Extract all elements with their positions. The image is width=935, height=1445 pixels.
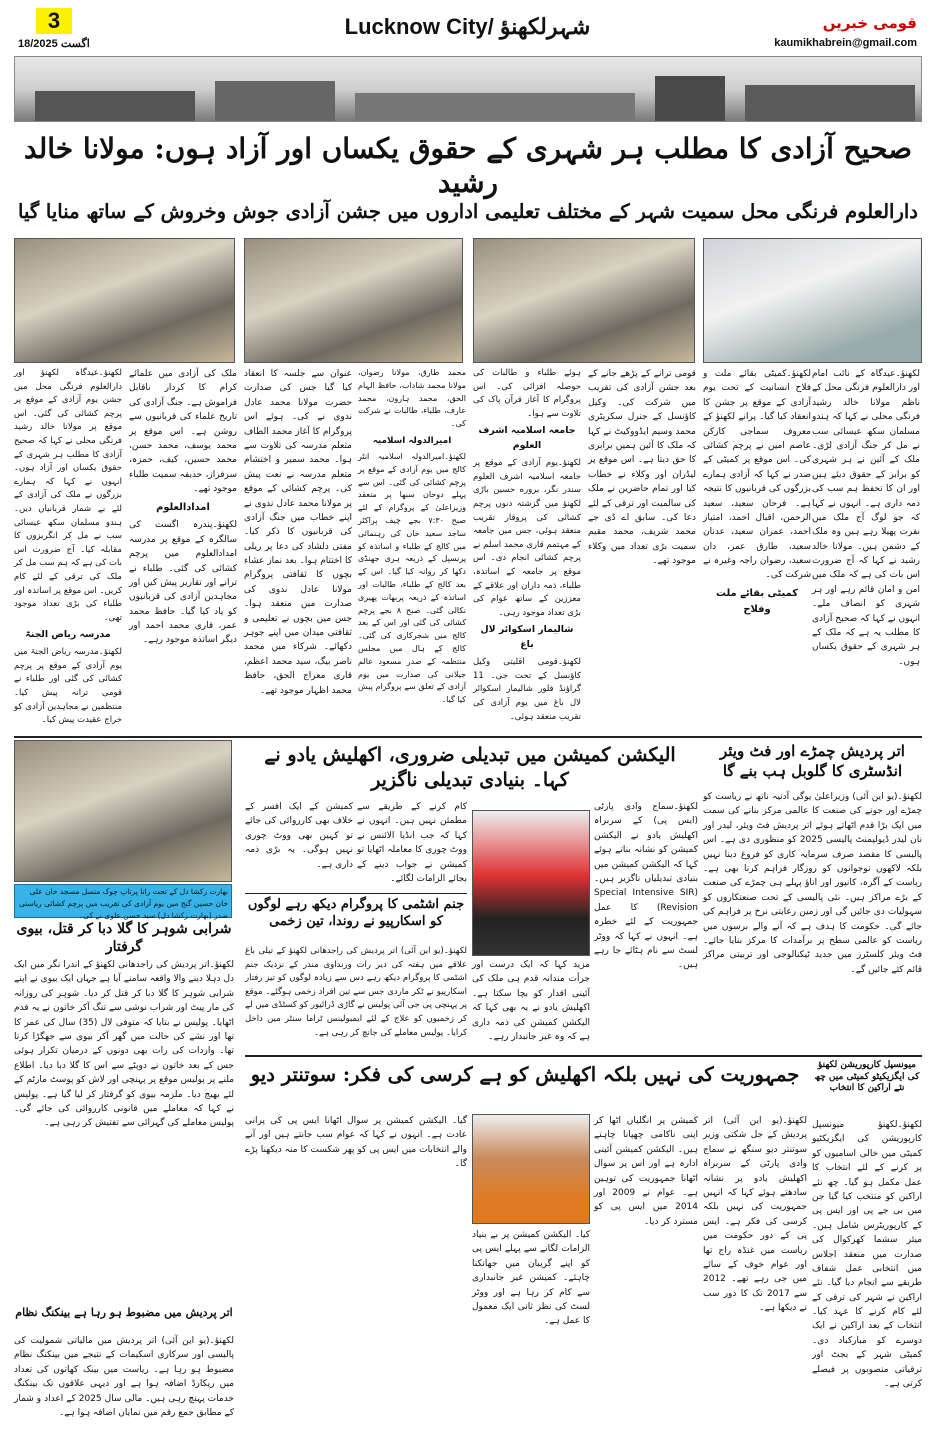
janmashtami-body: لکھنؤ۔(یو این آئی) اتر پردیش کی راجدھانی لکھنؤ کے تیلی باغ علاقے میں ہفتہ کی دیر رات ورنداوی مندر کے نزدیک جنم اشٹمی کا پروگرام دیکھ رہے دس سے زیادہ لوگوں کو تیز رفتار اسکارپیو نے ٹکر ماردی جس سے تین افراد زخمی ہوگئے۔ موقع پر پہنچی پی جی آئی پولیس نے گاڑی ڈرائیور کو کسٹڈی میں لے کر زخمیوں کو علاج کے لئے ایمبولینس ٹراما سنٹر میں داخل کرایا۔ پولیس معاملے کی جانچ کر رہی ہے۔ xyxy=(245,946,467,1038)
contact-email: kaumikhabrein@gmail.com xyxy=(774,37,917,49)
paragraph: لکھنؤ۔قومی اقلیتی وکیل کاؤنسل کے تحت جی۔ 11 گراؤنڈ فلور شالیمار اسکوائر لال باغ میں یوم آزادی کی تقریب منعقد ہوئی۔ xyxy=(473,657,581,722)
subheading: کمیٹی بقائے ملت وفلاح xyxy=(716,587,798,615)
akhilesh-article-column: کمیشن کے ایک افسر کے خلاف بھی کارروائی کی جائے تو کہیں بھی ووٹ چوری نہیں ہوگی۔ یہ بڑی ذمہ داری ہے۔ xyxy=(245,802,353,870)
subheading: مدرسہ ریاض الجنۃ xyxy=(25,629,111,641)
akhilesh-article-column: لکھنؤ۔سماج وادی پارٹی (ایس پی) کے سربراہ اکھلیش یادو نے الیکشن کمیشن کو نشانہ بناتے ہوئے کہا کہ الیکشن کمیشن میں بنیادی تبدیلیاں ناگزیر ہیں۔ (Special Intensive SIR (Revision کا عمل جمہوریت کے لئے خطرہ ہے۔ انہوں نے کہا کہ ووٹر لسٹ سے نام ہٹائے جا رہے ہیں۔ xyxy=(594,802,698,971)
paragraph: لکھنؤ۔کمیٹی بقائے ملت و فلاح انسانیت کے تحت یوم آزادی کے موقع پر جشن کا انعقاد کیا گیا۔ پرانے لکھنؤ کے معروف سماجی کارکن عاصم امین نے پرچم کشائی کی۔ اس موقع پر کمیٹی کے صدر نے کہا کہ آزادی ہمارے بزرگوں کی قربانیوں کا نتیجہ ہے۔ فرحان سعید، سعید الرحمن، اقبال احمد، امتیاز احمد، عمران سعید، عدنان سعید، طارق عمر، دان سعید، رضوان راجہ وغیرہ نے شرکت کی۔ xyxy=(703,369,811,581)
rally-photo xyxy=(14,740,232,882)
lead-article-column xyxy=(129,367,237,733)
paragraph: لکھنؤ۔عیدگاہ لکھنؤ اور دارالعلوم فرنگی محل میں جشن یوم آزادی کے موقع پر پرچم کشائی کی گئی۔ اس موقع پر مولانا خالد رشید فرنگی محلی نے کہا کہ صحیح آزادی کا مطلب ہر شہری کے حقوق یکساں اور آزاد ہوں۔ انہوں نے کہا کہ ہمارے بزرگوں نے ملک کی آزادی کے لئے بے شمار قربانیاں دیں۔ ہندو مسلمان سکھ عیسائی سب نے مل کر انگریزوں کا مقابلہ کیا۔ آج ضرورت اس بات کی ہے کہ ہم سب مل کر ملک کی ترقی کے لئے کام کریں۔ اس موقع پر اساتذہ اور طلباء کی بڑی تعداد موجود تھی۔ xyxy=(14,368,122,623)
paragraph: عنوان سے جلسہ کا انعقاد کیا گیا جس کی صدارت حضرت مولانا محمد عادل ندوی نے کی۔ ہوئے اس پروگرام کا آغاز محمد الطاف متعلم مدرسہ کی تلاوت سے ہوا۔ محمد سمیر و اختشام متعلم مدرسہ نے نعت پیش کی۔ پرچم کشائی کے موقع پر مولانا محمد عادل ندوی نے اپنے خطاب میں جنگ آزادی کی قربانیوں کا ذکر کیا۔ مفتی دلشاد کی دعا پر ریلی کا اختتام ہوا۔ بعد نماز عشاء بچوں کا ثقافتی پروگرام مولانا عادل ندوی کی صدارت میں منعقد ہوا۔ جس میں بچوں نے تعلیمی و ثقافتی میدان میں اپنے جوہر دکھائے۔ شرکاء میں محمد ناصر بیگ، سید محمد اعظم، قاری معراج الحق، حافظ محمد اظہار موجود تھے۔ xyxy=(244,369,352,696)
divider xyxy=(245,1055,922,1057)
swatantra-article-column: لکھنؤ۔(یو این آئی) اتر پردیش کے جل شکتی وزیر سوتنتر دیو سنگھ نے سماج وادی پارٹی کے سربراہ اکھلیش یادو پر نشانہ سادھتے ہوئے کہا کہ انہیں جمہوریت کی نہیں بلکہ کرسی کی فکر ہے۔ ایس پی کے دور حکومت میں ریاست میں غنڈہ راج تھا اور عوام خوف کے سائے میں جی رہے تھے۔ 2012 سے 2017 تک کا دور سب نے دیکھا ہے۔ xyxy=(703,1116,807,1314)
akhilesh-photo xyxy=(472,810,590,956)
lead-headline: صحیح آزادی کا مطلب ہر شہری کے حقوق یکساں اور آزاد ہوں: مولانا خالد رشید xyxy=(24,132,912,199)
paragraph: ملک کی آزادی میں علمائے کرام کا کردار ناقابل فراموش ہے۔ جنگ آزادی کی تاریخ علماء کی قربانیوں سے روشن ہے۔ اس موقع پر محمد یوسف، محمد حسن، محمد حسین، کیف، حمزہ، سرفراز، حذیفہ سمیت طلباء موجود تھے۔ xyxy=(128,369,237,495)
divider xyxy=(245,893,467,894)
lead-article-column xyxy=(244,367,352,733)
lead-article-column xyxy=(473,367,581,733)
banking-headline: اتر پردیش میں مضبوط ہو رہا ہے بینکنگ نظام xyxy=(15,1306,233,1319)
newspaper-logo: قومی خبریں xyxy=(822,14,917,32)
murder-body: لکھنؤ۔اتر پردیش کی راجدھانی لکھنؤ کے اندرا نگر میں ایک دل دہلا دینے والا واقعہ سامنے آیا ہے جہاں ایک بیوی نے اپنے شرابی شوہر کا گلا دبا کر قتل کر دیا۔ شوہر کی روزانہ کی مار پیٹ اور شراب نوشی سے تنگ آکر خاتون نے یہ قدم اٹھایا۔ پولیس نے بتایا کہ متوفی لال (35) سال کی عمر کا تھا اور نشے کی حالت میں گھر آکر بیوی سے جھگڑا کرتا تھا۔ واردات کی رات بھی دونوں کے درمیان تکرار ہوئی جس کے بعد خاتون نے دوپٹے سے اس کا گلا دبا دیا۔ اطلاع ملنے پر پولیس موقع پر پہنچی اور لاش کو پوسٹ مارٹم کے لئے بھیج دیا۔ ملزمہ بیوی کو گرفتار کر لیا گیا ہے۔ پولیس نے کہا کہ معاملے میں قانونی کارروائی کی جائے گی۔ پولیس معاملے کی گہرائی سے تفتیش کر رہی ہے۔ xyxy=(14,960,234,1129)
lead-article-column xyxy=(812,367,920,733)
akhilesh-article-column: مزید کہا کہ ایک درست اور جرأت مندانہ قدم ہی ملک کی آئینی اقدار کو بچا سکتا ہے۔ اکھلیش یادو نے یہ بھی کہا کہ الیکشن کمیشن کی ذمہ داری ہے کہ وہ غیر جانبدار رہے۔ xyxy=(472,960,590,1042)
photo-caption: بھارت رکشا دل کے تحت رانا پرتاپ چوک متصل مسجد خان علی خان حسین گنج میں یوم آزادی کی تقریب میں پرچم کشائی ریاستی صدر (بھارت رکشا دل) سید حسن علوی نے کی۔ xyxy=(14,884,232,918)
swatantra-article-column: گیا۔ الیکشن کمیشن پر سوال اٹھانا ایس پی کی پرانی عادت ہے۔ انہوں نے کہا کہ عوام سب جانتے ہیں اور آنے والے انتخابات میں ایس پی کو پھر شکست کا منہ دیکھنا پڑے گا۔ xyxy=(245,1116,467,1170)
paragraph: لکھنؤ۔امیرالدولہ اسلامیہ انٹر کالج میں یوم آزادی کے موقع پر پرچم کشائی کی گئی۔ اس سے پہلے دوحان سبھا پر منعقد وزیراعلیٰ کے پروگرام کے لئے صبح ۷:۳۰ بجے چیف پراکٹر ساجد سعید خاں کی رہنمائی میں کالج کے طلباء و اساتذہ کو پرنسپل کے ذریعہ ہری جھنڈی دکھا کر روانہ کیا گیا۔ اس کے بعد کالج کے طلباء، طالبات اور اساتذہ کے ذریعہ پربھات پھیری نکالی گئی۔ صبح ۸ بجے پرچم کشائی کی گئی اور اس کے بعد کالج میں شجرکاری کی گئی۔ کالج کے ہال میں مجلس منتظمہ کے صدر مسعود عالم جیلانی کی صدارت میں یوم آزادی کے تعلق سے پروگرام پیش کیا گیا۔ xyxy=(358,452,467,705)
paragraph: لکھنؤ۔عیدگاہ کے نائب امام اور دارالعلوم فرنگی محل کے ناظم مولانا خالد رشید فرنگی محلی نے کہا کہ ہندو مسلمان سکھ عیسائی سب نے مل کر جنگ آزادی لڑی۔ ملک کے آئین نے ہر شہری کو برابر کے حقوق دیئے ہیں اور ان کا تحفظ ہم سب کی ذمہ داری ہے۔ انہوں نے کہا کہ جو لوگ آج ملک میں نفرت پھیلا رہے ہیں وہ ملک کے دشمن ہیں۔ مولانا خالد رشید نے کہا کہ آج ضرورت اس بات کی ہے کہ ملک میں امن و امان قائم رہے اور ہر شہری کو انصاف ملے۔ انہوں نے کہا کہ صحیح آزادی کا مطلب یہ ہے کہ ملک کے ہر شہری کے حقوق یکساں ہوں۔ xyxy=(812,369,920,667)
subheading: امیرالدولہ اسلامیہ xyxy=(372,435,452,446)
subheading: شالیمار اسکوائر لال باغ xyxy=(480,624,574,651)
swatantra-article-column: کمیشن پر انگلیاں اٹھا کر اپنی ناکامی چھپانا چاہتے ہیں۔ الیکشن کمیشن آئینی ادارہ ہے اور اس پر سوال اٹھانا جمہوریت کی توہین ہے۔ عوام نے 2009 اور 2014 میں ایس پی کو مسترد کر دیا۔ xyxy=(594,1116,698,1227)
issue-date: 18/اگست 2025 xyxy=(18,38,90,50)
lead-article-column xyxy=(703,367,811,733)
paragraph: لکھنؤ۔مدرسہ ریاض الجنۃ میں یوم آزادی کے موقع پر پرچم کشائی کی گئی اور طلباء نے قومی ترانہ پیش کیا۔ منتظمین نے مجاہدین آزادی کو خراج عقیدت پیش کیا۔ xyxy=(14,647,122,726)
paragraph: لکھنؤ۔یوم آزادی کے موقع پر جامعہ اسلامیہ اشرف العلوم سندر نگر، بروره حسین باڑی لکھنؤ میں گزشتہ دنوں پرچم کشائی کی پروقار تقریب منعقد ہوئی، جس میں جامعہ کے مہتمم قاری محمد اسلم نے پرچم کشائی انجام دی۔ اس موقع پر جامعہ کے اساتذہ، طلباء، ذمہ داران اور علاقے کے معززین کے ساتھ عوام کی بڑی تعداد موجود رہی۔ xyxy=(473,458,581,618)
municipal-headline: میونسپل کارپوریشن لکھنؤ کی ایگزیکیٹو کمیٹی میں چھ نئے اراکین کا انتخاب xyxy=(814,1060,920,1094)
subheading: امدادالعلوم xyxy=(156,501,210,513)
lead-subheadline: دارالعلوم فرنگی محل سمیت شہر کے مختلف تعلیمی اداروں میں جشن آزادی جوش وخروش کے ساتھ منایا گیا xyxy=(18,200,918,223)
paragraph: قومی ترانے کے پڑھے جانے کے بعد جشن آزادی کی تقریب میں شرکت کی۔ وکیل کاؤنسل کے جنرل سکریٹری محمد وسیم ایڈووکیٹ نے کہا کہ ملک کا آئین ہمیں برابری کا حق دیتا ہے۔ اس موقع پر لیڈران اور وکلاء نے خطاب کیا اور تمام حاضرین نے ملک کی سالمیت اور ترقی کے لئے دعا کی۔ سابق اے ڈی جے محمد شریف، محمد مقیم سمیت بڑی تعداد میں وکلاء موجود تھے۔ xyxy=(588,369,696,567)
lead-photo-3 xyxy=(473,238,695,363)
lead-article-column xyxy=(588,367,696,733)
swatantra-headline: جمہوریت کی نہیں بلکہ اکھلیش کو ہے کرسی کی فکر: سوتنتر دیو xyxy=(250,1063,800,1086)
akhilesh-headline: الیکشن کمیشن میں تبدیلی ضروری، اکھلیش یادو نے کہا۔ بنیادی تبدیلی ناگزیر xyxy=(264,744,676,791)
swatantra-photo xyxy=(472,1114,590,1224)
paragraph: محمد طارق، مولانا رضوان، مولانا محمد شاداب، حافظ الہام الحق، محمد ہارون، محمد عارف، طلباء، طالبات نے شرکت کی۔ xyxy=(358,368,466,429)
municipal-body: لکھنؤ۔لکھنؤ میونسپل کارپوریشن کی ایگزیکٹیو کمیٹی میں خالی اسامیوں کو پر کرنے کے لئے انتخاب کا عمل مکمل ہو گیا۔ چھ نئے اراکین کو منتخب کیا گیا جن میں بی جے پی اور ایس پی کے کارپوریٹرس شامل ہیں۔ میئر سشما کھرکوال کی صدارت میں منعقد اجلاس میں انتخابی عمل شفاف طریقے سے انجام دیا گیا۔ نئے اراکین نے شہر کی ترقی کے لئے کام کرنے کا عہد کیا۔ انتخاب کے بعد اراکین نے ایک دوسرے کو مبارکباد دی۔ کمیٹی شہر کے بجٹ اور ترقیاتی منصوبوں پر فیصلے کرتی ہے۔ xyxy=(812,1120,922,1390)
page-number: 3 xyxy=(36,8,72,34)
city-skyline-banner xyxy=(14,56,922,122)
footwear-body: لکھنؤ۔(یو این آئی) وزیراعلیٰ یوگی آدتیہ ناتھ نے ریاست کو چمڑے اور جوتے کی صنعت کا عالمی مرکز بنانے کی سمت میں ایک بڑا قدم اٹھاتے ہوئے اتر پردیش فٹ ویئر، لیدر اور نان لیدر ڈیولپمنٹ پالیسی 2025 کو منظوری دی ہے۔ اس پالیسی کا مقصد صرف سرمایہ کاری کو فروغ دینا نہیں بلکہ لاکھوں نوجوانوں کو روزگار فراہم کرنا بھی ہے۔ ریاست کے آگرہ، کانپور اور اناؤ پہلے ہی چمڑے کی صنعت کے بڑے مراکز ہیں۔ نئی پالیسی کے تحت صنعتکاروں کو سہولیات دی جائیں گی اور زمین رعایتی نرخ پر فراہم کی جائے گی۔ حکومت کا ہدف ہے کہ آنے والے برسوں میں ریاست کو عالمی سطح پر برآمدات کا مرکز بنایا جائے۔ فٹ ویئر کلسٹرز میں جدید ٹیکنالوجی اور تربیتی مراکز قائم کئے جائیں گے۔ xyxy=(703,792,922,975)
paragraph: ہوئے طلباء و طالبات کی حوصلہ افزائی کی۔ اس پروگرام کا آغاز قرآن پاک کی تلاوت سے ہوا۔ xyxy=(473,368,581,419)
swatantra-article-column: کیا۔ الیکشن کمیشن پر بے بنیاد الزامات لگانے سے پہلے ایس پی کو اپنے گریبان میں جھانکنا چاہئے۔ کمیشن غیر جانبداری سے کام کر رہا ہے اور ووٹر لسٹ کی نظر ثانی ایک معمول کا عمل ہے۔ xyxy=(472,1230,590,1327)
paragraph: لکھنؤ۔پندرہ اگست کی سالگرہ کے موقع پر مدرسہ امدادالعلوم میں پرچم کشائی کی گئی۔ طلباء نے ترانے اور تقاریر پیش کیں اور مجاہدین آزادی کی قربانیوں کو یاد کیا گیا۔ حافظ محمد عمر، قاری محمد احمد اور دیگر اساتذہ موجود رہے۔ xyxy=(129,520,237,646)
subheading: جامعہ اسلامیہ اشرف العلوم xyxy=(478,425,576,452)
footwear-headline: اتر پردیش چمڑے اور فٹ ویئر انڈسٹری کا گلوبل ہب بنے گا xyxy=(720,742,905,780)
banking-body: لکھنؤ۔(یو این آئی) اتر پردیش میں مالیاتی شمولیت کی پالیسی اور سرکاری اسکیمات کے نتیجے میں بینکنگ نظام مضبوط ہو رہا ہے۔ ریاست میں بینک کھاتوں کی تعداد میں ریکارڈ اضافہ ہوا ہے اور دیہی علاقوں تک بینکنگ خدمات پہنچ رہی ہیں۔ مالی سال 2025 کے اعداد و شمار کے مطابق جمع رقم میں نمایاں اضافہ ہوا ہے۔ xyxy=(14,1336,234,1418)
lead-photo-1 xyxy=(14,238,235,363)
akhilesh-article-column: کام کرنے کے طریقے سے مطمئن نہیں ہیں۔ انہوں نے کہا کہ جب انڈیا الائنس نے ووٹ چوری کا معاملہ اٹھایا تو کمیشن نے جواب دینے کے بجائے الزامات لگائے۔ xyxy=(357,802,467,884)
lead-photo-2 xyxy=(244,238,463,363)
murder-headline: شرابی شوہر کا گلا دبا کر قتل، بیوی گرفتار xyxy=(16,921,232,956)
lead-article-column xyxy=(14,367,122,733)
janmashtami-headline: جنم اشٹمی کا پروگرام دیکھ رہے لوگوں کو اسکارپیو نے روندا، تین زخمی xyxy=(247,897,465,929)
lead-article-column xyxy=(358,367,466,733)
section-title: Lucknow City/ شہرلکھنؤ xyxy=(344,14,591,39)
lead-photo-4 xyxy=(703,238,922,363)
divider xyxy=(14,736,922,738)
